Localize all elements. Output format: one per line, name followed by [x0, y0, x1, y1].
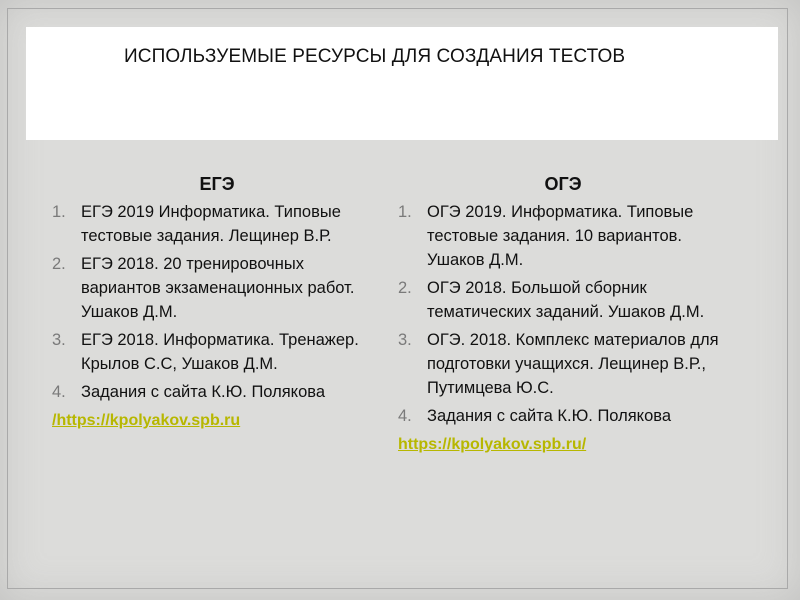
list-number: 1.	[52, 203, 66, 221]
list-item	[52, 252, 382, 324]
ege-heading: ЕГЭ	[199, 174, 235, 194]
slide-title: ИСПОЛЬЗУЕМЫЕ РЕСУРСЫ ДЛЯ СОЗДАНИЯ ТЕСТОВ	[124, 46, 626, 67]
oge-heading: ОГЭ	[544, 174, 582, 194]
list-item	[398, 328, 728, 400]
list-number: 4.	[398, 407, 412, 425]
list-number: 4.	[52, 383, 66, 401]
list-item-text: ОГЭ 2019. Информатика. Типовые тестовые задания. 10 вариантов. Ушаков Д.М.	[427, 203, 694, 269]
oge-list	[398, 200, 728, 428]
polyakov-link[interactable]: https://kpolyakov.spb.ru/	[398, 436, 587, 453]
list-item-text: ОГЭ 2018. Большой сборник тематических заданий. Ушаков Д.М.	[427, 279, 705, 321]
list-item-text: ЕГЭ 2018. Информатика. Тренажер. Крылов С.С, Ушаков Д.М.	[81, 331, 359, 373]
list-number: 3.	[398, 331, 412, 349]
list-item	[398, 404, 728, 428]
list-number: 1.	[398, 203, 412, 221]
list-item-text: ЕГЭ 2019 Информатика. Типовые тестовые задания. Лещинер В.Р.	[81, 203, 341, 245]
list-item	[52, 328, 382, 376]
list-item-text: ЕГЭ 2018. 20 тренировочных вариантов экзаменационных работ. Ушаков Д.М.	[81, 255, 355, 321]
list-item	[52, 380, 382, 404]
list-item-text: ОГЭ. 2018. Комплекс материалов для подготовки учащихся. Лещинер В.Р., Путимцева Ю.С.	[427, 331, 719, 397]
polyakov-link[interactable]: /https://kpolyakov.spb.ru	[52, 412, 241, 429]
list-item-text: Задания с сайта К.Ю. Полякова	[427, 407, 672, 425]
list-number: 3.	[52, 331, 66, 349]
list-item	[398, 200, 728, 272]
title-band	[26, 27, 778, 140]
list-number: 2.	[398, 279, 412, 297]
ege-list	[52, 200, 382, 404]
list-item	[52, 200, 382, 248]
ege-column	[52, 168, 382, 433]
list-item-text: Задания с сайта К.Ю. Полякова	[81, 383, 326, 401]
oge-column	[398, 168, 728, 457]
list-item	[398, 276, 728, 324]
list-number: 2.	[52, 255, 66, 273]
